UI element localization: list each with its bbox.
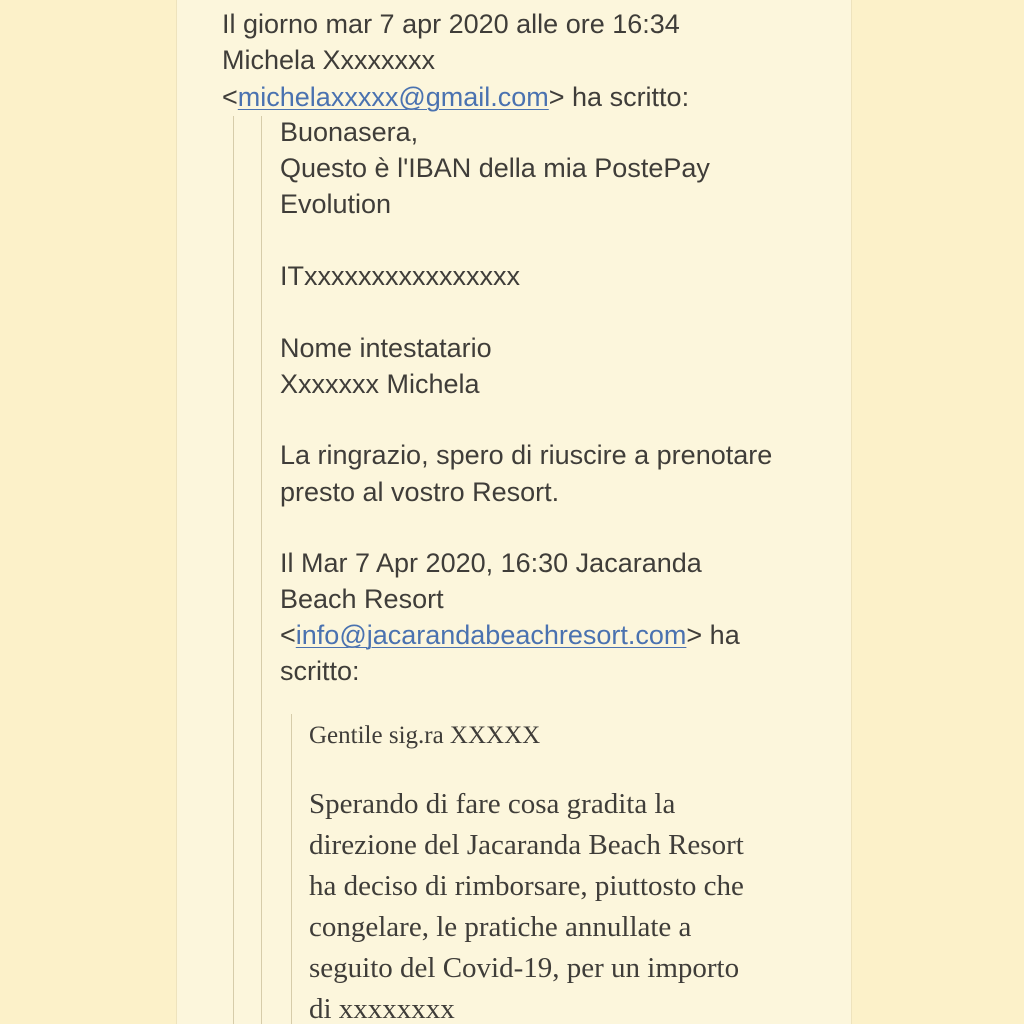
iban-intro-line-1: Questo è l'IBAN della mia PostePay <box>280 153 710 183</box>
thanks-line-1: La ringrazio, spero di riuscire a prenotare <box>280 440 773 470</box>
quote-email-line <box>280 617 740 653</box>
email-bracket-open: < <box>222 82 238 112</box>
quote-bar-level-1 <box>261 116 262 1024</box>
sender-name: Michela Xxxxxxxx <box>222 45 436 75</box>
body-line-3: ha deciso di rimborsare, piuttosto che <box>309 870 744 902</box>
resort-email-link[interactable]: info@jacarandabeachresort.com <box>295 620 687 650</box>
quote-header-line-1: Il Mar 7 Apr 2020, 16:30 Jacaranda <box>280 548 702 578</box>
quote-header-line-2: Beach Resort <box>280 584 444 614</box>
reply-date-line: Il giorno mar 7 apr 2020 alle ore 16:34 <box>222 9 680 39</box>
body-line-4: congelare, le pratiche annullate a <box>309 911 692 943</box>
body-line-6: di xxxxxxxx <box>309 993 455 1024</box>
greeting: Buonasera, <box>280 117 419 147</box>
sender-email-link[interactable]: michelaxxxxx@gmail.com <box>237 82 549 112</box>
quote-email-bracket-open: < <box>280 620 296 650</box>
iban-intro-line-2: Evolution <box>280 189 392 219</box>
thanks-line-2: presto al vostro Resort. <box>280 477 560 507</box>
body-line-1: Sperando di fare cosa gradita la <box>309 788 676 820</box>
quote-bar-outer <box>233 116 234 1024</box>
wrote-label: > ha scritto: <box>548 82 690 112</box>
holder-name: Xxxxxxx Michela <box>280 369 480 399</box>
quote-bar-level-2 <box>291 714 292 1024</box>
body-line-2: direzione del Jacaranda Beach Resort <box>309 829 744 861</box>
sender-email-line <box>222 79 689 115</box>
iban-value: ITxxxxxxxxxxxxxxxx <box>280 261 520 291</box>
salutation: Gentile sig.ra XXXXX <box>309 722 541 749</box>
holder-label: Nome intestatario <box>280 333 492 363</box>
quote-email-bracket-close: > ha <box>686 620 740 650</box>
quote-header-line-4: scritto: <box>280 656 360 686</box>
body-line-5: seguito del Covid-19, per un importo <box>309 952 740 984</box>
